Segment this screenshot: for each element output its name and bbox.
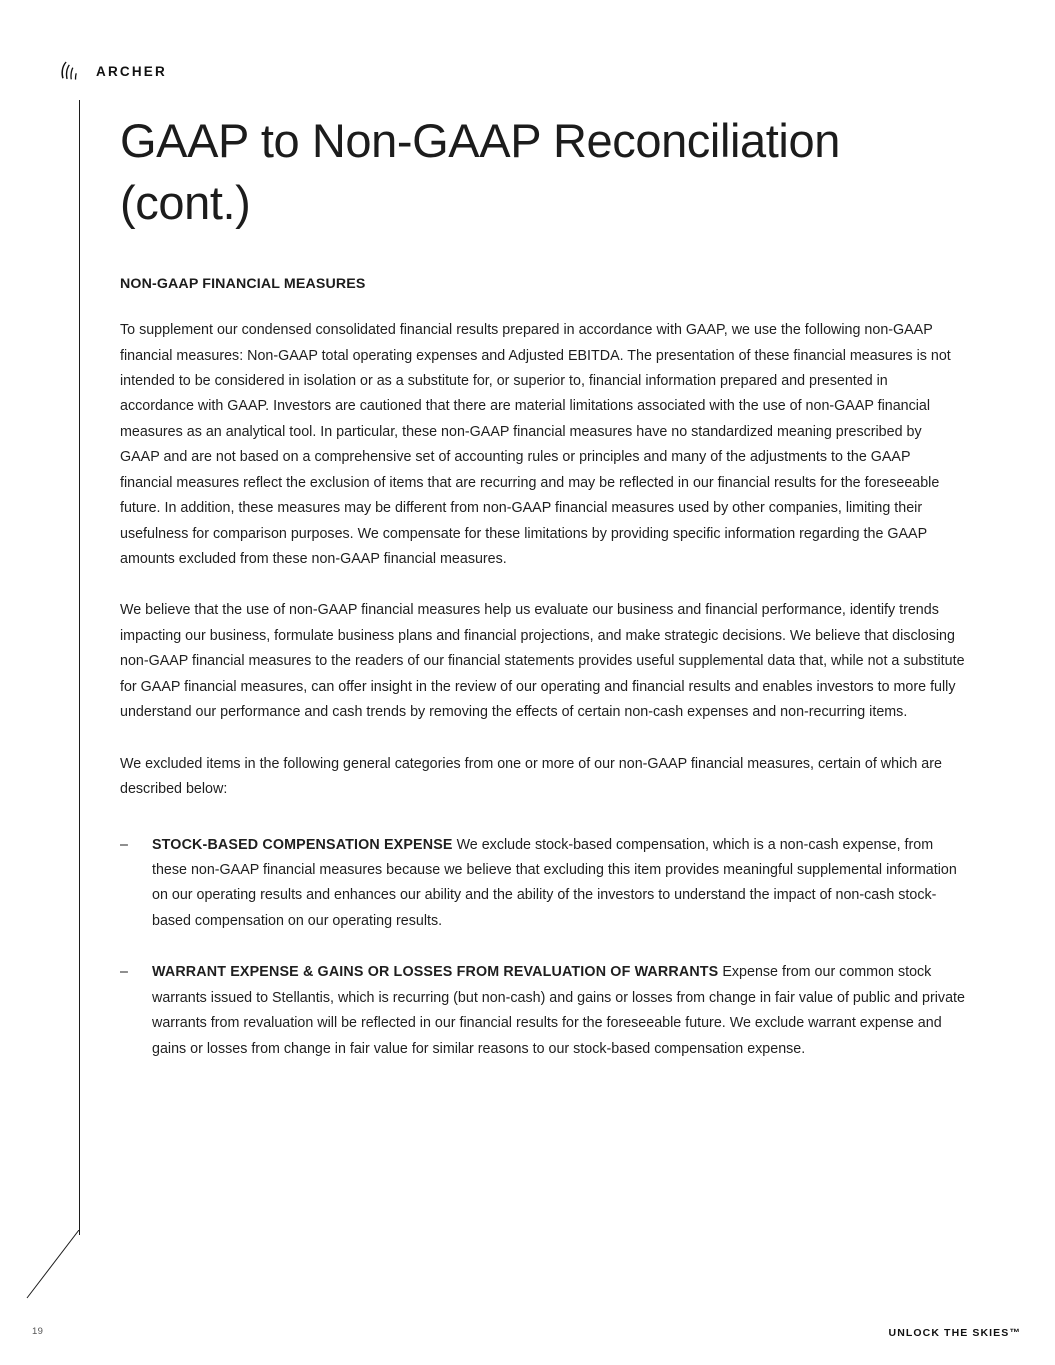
brand-logo <box>58 58 167 84</box>
list-item-lead: STOCK-BASED COMPENSATION EXPENSE <box>152 836 453 853</box>
brand-name: ARCHER <box>96 63 167 79</box>
left-vertical-rule <box>79 100 80 1235</box>
paragraph-1: To supplement our condensed consolidated financial results prepared in accordance with GAAP, we use the following non-GAAP financial measures: Non-GAAP total operating expenses and Adjusted EBITDA. The presentation of these financial measures is not intended to be considered in isolation or as a substitute for, or superior to, financial information prepared and presented in accordance with GAAP. Investors are cautioned that there are material limitations associated with the use of non-GAAP financial measures as an analytical tool. In particular, these non-GAAP financial measures have no standardized meaning prescribed by GAAP and are not based on a comprehensive set of accounting rules or principles and many of the adjustments to the GAAP financial measures reflect the exclusion of items that are recurring and may be reflected in our financial results for the foreseeable future. In addition, these measures may be different from non-GAAP financial measures used by other companies, limiting their usefulness for comparison purposes. We compensate for these limitations by providing specific information regarding the GAAP amounts excluded from these non-GAAP financial measures. <box>120 322 951 567</box>
list-item <box>120 960 965 1062</box>
paragraph-3: We excluded items in the following general categories from one or more of our non-GAAP financial measures, certain of which are described below: <box>120 755 942 798</box>
bullet-dash: – <box>120 964 128 981</box>
list-item-lead: WARRANT EXPENSE & GAINS OR LOSSES FROM REVALUATION OF WARRANTS <box>152 964 719 981</box>
archer-mark-icon <box>58 58 84 84</box>
page-title: GAAP to Non-GAAP Reconciliation (cont.) <box>120 114 840 230</box>
page-content <box>120 110 965 1088</box>
section-subheading: NON-GAAP FINANCIAL MEASURES <box>120 276 366 293</box>
list-item-text: Expense from our common stock warrants issued to Stellantis, which is recurring (but non-cash) and gains or losses from change in fair value of public and private warrants from revaluation will be reflected in our financial results for the foreseeable future. We exclude warrant expense and gains or losses from change in fair value for similar reasons to our stock-based compensation expense. <box>152 964 965 1057</box>
bullet-dash: – <box>120 836 128 853</box>
left-angled-tail <box>26 1230 86 1300</box>
page-number: 19 <box>32 1326 44 1337</box>
list-item <box>120 833 965 935</box>
list-item-text: We exclude stock-based compensation, which is a non-cash expense, from these non-GAAP financial measures because we believe that excluding this item provides meaningful supplemental information on our operating results and enhances our ability and the ability of the investors to understand the impact of non-cash stock-based compensation on our operating results. <box>152 836 957 929</box>
paragraph-2: We believe that the use of non-GAAP financial measures help us evaluate our business and financial performance, identify trends impacting our business, formulate business plans and financial projections, and make strategic decisions. We believe that disclosing non-GAAP financial measures to the readers of our financial statements provides useful supplemental data that, while not a substitute for GAAP financial measures, can offer insight in the review of our operating and financial results and enables investors to more fully understand our performance and cash trends by removing the effects of certain non-cash expenses and non-recurring items. <box>120 602 965 721</box>
exclusion-list <box>120 833 965 1063</box>
footer-tagline: UNLOCK THE SKIES™ <box>888 1327 1021 1339</box>
